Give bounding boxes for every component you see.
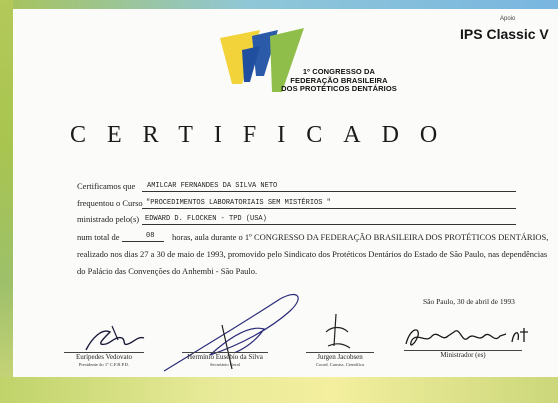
signer-name-vedovato: Eurípedes Vedovato xyxy=(75,353,133,361)
top-border-stripe xyxy=(0,0,558,9)
sponsor-name: IPS Classic V xyxy=(460,26,549,42)
signer-role-silva: Secretário Geral xyxy=(210,362,240,367)
participant-name: AMILCAR FERNANDES DA SILVA NETO xyxy=(147,182,278,190)
hours-value: 08 xyxy=(146,232,155,240)
signer-role-jacobsen: Coord. Comiss. Científica xyxy=(316,362,364,367)
bottom-border-stripe xyxy=(0,377,558,403)
signer-name-jacobsen: Jurgen Jacobsen xyxy=(317,353,363,361)
participant-underline xyxy=(142,191,516,192)
certificate-title: CERTIFICADO xyxy=(70,122,459,148)
congress-title xyxy=(274,68,404,94)
course-underline xyxy=(142,208,516,209)
hours-suffix: horas, aula durante o 1º CONGRESSO DA FEDERAÇÃO BRASILEIRA DOS PROTÉTICOS DENTÁRIOS, xyxy=(172,232,549,242)
signer-role-vedovato: Presidente do 1º C.F.B.P.D. xyxy=(78,362,130,367)
event-description: realizado nos dias 27 a 30 de maio de 1993, promovido pelo Sindicato dos Protéticos Dentários do Estado de São Paulo, nas dependências xyxy=(77,249,548,259)
place-date: São Paulo, 30 de abril de 1993 xyxy=(423,297,515,306)
left-border-stripe xyxy=(0,0,13,403)
signature-jacobsen-icon xyxy=(318,312,358,352)
course-label: frequentou o Curso xyxy=(77,198,143,208)
event-venue: do Palácio das Convenções do Anhembi - São Paulo. xyxy=(77,266,258,276)
signer-name-silva: Hermínio Eusébio da Silva xyxy=(187,353,263,361)
congress-title-line: 1º CONGRESSO DA xyxy=(302,67,376,76)
congress-title-line: DOS PROTÉTICOS DENTÁRIOS xyxy=(281,84,397,93)
instructor-underline xyxy=(142,224,516,225)
congress-title-line: FEDERAÇÃO BRASILEIRA xyxy=(290,75,388,85)
course-name: "PROCEDIMENTOS LABORATORIAIS SEM MISTÉRIOS " xyxy=(146,199,331,207)
participant-label: Certificamos que xyxy=(77,181,136,191)
instructor-name: EDWARD D. FLOCKEN - TPD (USA) xyxy=(145,215,267,223)
instructor-label: ministrado pelo(s) xyxy=(77,214,140,224)
hours-underline xyxy=(122,241,164,242)
sponsor-label: Apoio xyxy=(500,16,516,22)
signer-name-ministrador: Ministrador (es) xyxy=(440,351,486,359)
hours-label: num total de xyxy=(77,232,120,242)
